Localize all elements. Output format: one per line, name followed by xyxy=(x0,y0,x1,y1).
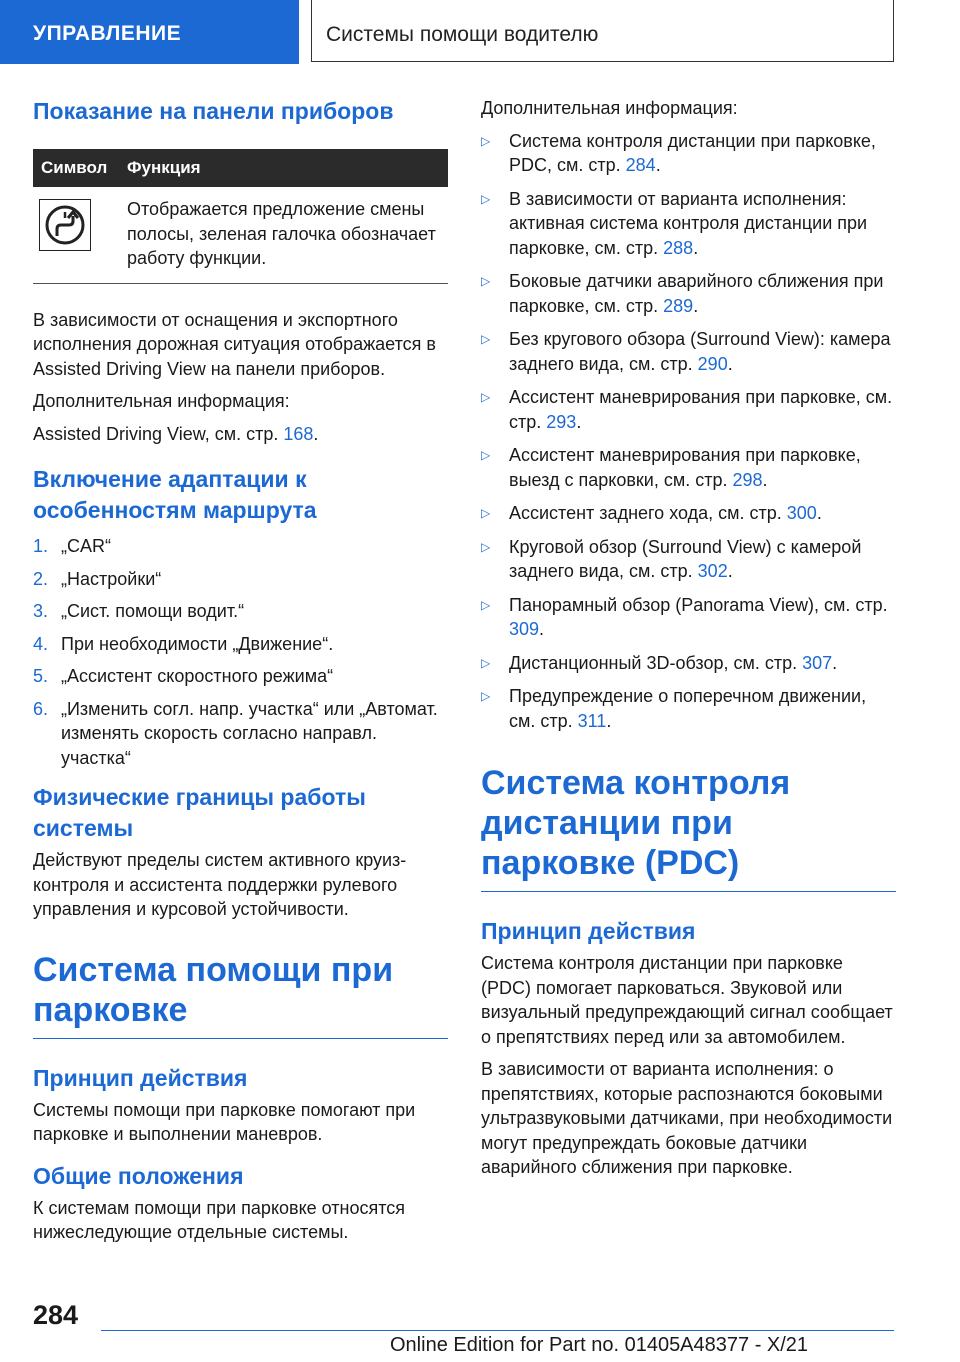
general-text: К системам помощи при парковке относятся нижеследующие отдельные системы. xyxy=(33,1197,406,1242)
list-item: 6. „Изменить согл. напр. участка“ или „Автомат. изменять скорость согласно направл. участка“ xyxy=(33,698,438,768)
page-number: 284 xyxy=(33,1300,79,1330)
dash-heading: Показание на панели приборов xyxy=(33,98,394,124)
more-info-label: Дополнительная информация: xyxy=(33,391,290,411)
triangle-bullet-icon: ▷ xyxy=(481,133,491,148)
reference-list xyxy=(481,129,896,734)
divider xyxy=(33,1038,448,1039)
page-link[interactable]: 293 xyxy=(546,411,577,432)
triangle-bullet-icon: ▷ xyxy=(481,274,491,288)
list-item: ▷ Дистанционный 3D-обзор, см. стр. 307. xyxy=(481,651,896,676)
function-cell: Отображается предложение смены полосы, зеленая галочка обозначает работу функции. xyxy=(119,187,448,283)
page-link[interactable]: 289 xyxy=(663,295,694,316)
right-column xyxy=(481,96,896,1180)
page-link[interactable]: 309 xyxy=(509,619,540,639)
paragraph: В зависимости от оснащения и экспортного исполнения дорожная ситуация отображается в Assisted Driving View на панели приборов. xyxy=(33,309,436,379)
col-symbol-header: Символ xyxy=(33,149,119,187)
list-item: ▷ Предупреждение о поперечном движении, см. стр. 311. xyxy=(481,686,867,731)
pdc-heading: Система контроля дистанции при парковке (PDC) xyxy=(481,764,791,882)
more-info-label: Дополнительная информация: xyxy=(481,98,738,118)
principle-text: Системы помощи при парковке помогают при парковке и выполнении маневров. xyxy=(33,1099,416,1144)
chapter-header xyxy=(311,0,894,62)
page-link[interactable]: 290 xyxy=(697,353,728,374)
triangle-bullet-icon: ▷ xyxy=(481,655,491,670)
triangle-bullet-icon: ▷ xyxy=(481,539,491,554)
list-item: 2. „Настройки“ xyxy=(33,568,162,589)
list-item: ▷ Ассистент заднего хода, см. стр. 300. xyxy=(481,501,896,526)
page-link[interactable]: 311 xyxy=(577,710,607,731)
table-row xyxy=(33,187,448,283)
list-item: ▷ Система контроля дистанции при парковке, PDC, см. стр. 284. xyxy=(481,130,876,175)
list-item: 4. При необходимости „Движение“. xyxy=(33,633,334,654)
triangle-bullet-icon: ▷ xyxy=(481,332,491,346)
page-link[interactable]: 302 xyxy=(697,561,728,581)
col-function-header: Функция xyxy=(119,149,448,187)
list-item: 1. „CAR“ xyxy=(33,536,111,556)
reference-line: Assisted Driving View, см. стр. 168. xyxy=(33,423,319,444)
page-link[interactable]: 307 xyxy=(802,652,833,673)
triangle-bullet-icon: ▷ xyxy=(481,506,491,520)
symbol-cell xyxy=(33,187,119,283)
limits-heading: Физические границы работы системы xyxy=(33,784,366,841)
section-tab-label: УПРАВЛЕНИЕ xyxy=(33,22,182,45)
left-column xyxy=(33,96,448,1245)
list-item: 5. „Ассистент скоростного режима“ xyxy=(33,666,334,686)
list-item: ▷ Ассистент маневрирования при парковке, выезд с парковки, см. стр. 298. xyxy=(481,445,861,490)
list-item: ▷ Круговой обзор (Surround View) с камерой заднего вида, см. стр. 302. xyxy=(481,536,862,581)
page-link[interactable]: 298 xyxy=(732,469,763,490)
general-heading: Общие положения xyxy=(33,1162,244,1189)
triangle-bullet-icon: ▷ xyxy=(481,390,491,404)
triangle-bullet-icon: ▷ xyxy=(481,689,491,703)
pdc-paragraph-1: Система контроля дистанции при парковке (PDC) помогает парковаться. Звуковой или визуальный предупреждающий сигнал сообщает о препятствиях перед или за автомобилем. xyxy=(481,953,893,1047)
page-link[interactable]: 288 xyxy=(663,237,694,258)
footer-rule xyxy=(101,1330,894,1331)
principle-heading: Принцип действия xyxy=(33,1064,248,1091)
page-link[interactable]: 300 xyxy=(786,503,817,523)
triangle-bullet-icon: ▷ xyxy=(481,448,491,462)
pdc-paragraph-2: В зависимости от варианта исполнения: о препятствиях, которые распознаются боковыми ультразвуковыми датчиками, при необходимости могут предупреждать боковые датчики аварийного сближения при парковке. xyxy=(481,1059,893,1177)
triangle-bullet-icon: ▷ xyxy=(481,191,491,206)
steps-list xyxy=(33,534,448,770)
list-item: ▷ Ассистент маневрирования при парковке, см. стр. 293. xyxy=(481,387,893,432)
page-link[interactable]: 284 xyxy=(625,155,656,175)
symbol-table xyxy=(33,149,448,284)
page-link[interactable]: 168 xyxy=(283,423,314,444)
divider xyxy=(481,891,896,892)
edition-text: Online Edition for Part no. 01405A48377 - X/21 xyxy=(390,1334,809,1356)
pdc-principle-heading: Принцип действия xyxy=(481,918,696,944)
list-item: ▷ Без кругового обзора (Surround View): камера заднего вида, см. стр. 290. xyxy=(481,329,891,374)
list-item: ▷ В зависимости от варианта исполнения: активная система контроля дистанции при парковке, см. стр. 288. xyxy=(481,188,868,258)
parking-heading: Система помощи при парковке xyxy=(33,950,394,1029)
limits-text: Действуют пределы систем активного круиз-контроля и ассистента поддержки рулевого управления и курсовой устойчивости. xyxy=(33,850,407,919)
chapter-title: Системы помощи водителю xyxy=(326,23,599,46)
section-tab xyxy=(0,0,299,64)
list-item: ▷ Боковые датчики аварийного сближения при парковке, см. стр. 289. xyxy=(481,271,884,316)
list-item: ▷ Панорамный обзор (Panorama View), см. стр. 309. xyxy=(481,594,888,639)
triangle-bullet-icon: ▷ xyxy=(481,597,491,612)
adapt-heading: Включение адаптации к особенностям маршрута xyxy=(33,466,317,523)
list-item: 3. „Сист. помощи водит.“ xyxy=(33,601,245,621)
lane-change-icon xyxy=(39,199,91,251)
